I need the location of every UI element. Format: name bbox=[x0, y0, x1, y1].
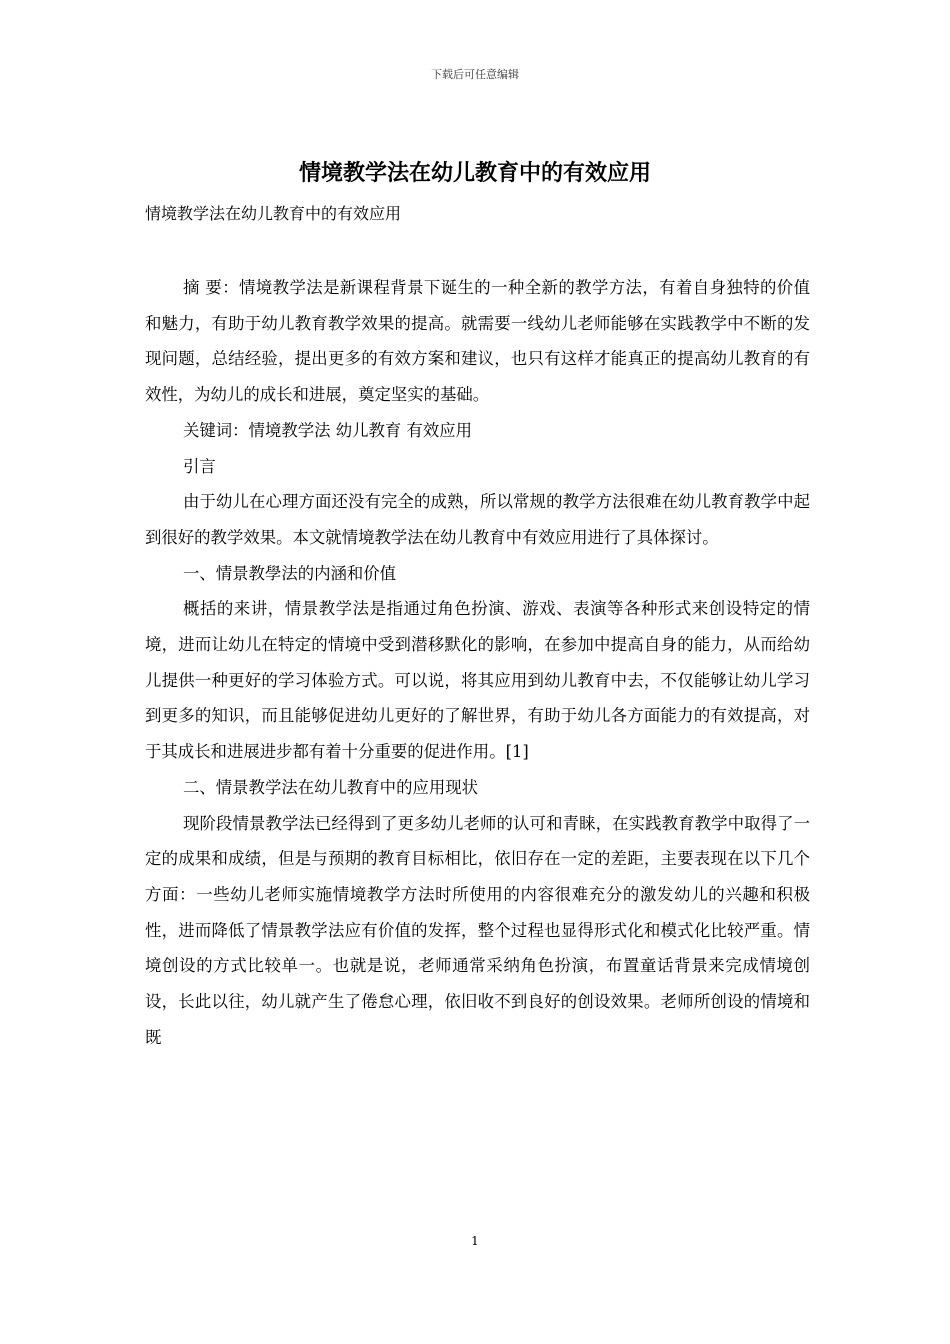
page-header: 下载后可任意编辑 bbox=[431, 68, 519, 81]
document-title: 情境教学法在幼儿教育中的有效应用 bbox=[298, 160, 651, 186]
section-1-paragraph: 概括的来讲，情景教学法是指通过角色扮演、游戏、表演等各种形式来创设特定的情境，进而让幼儿在特定的情境中受到潜移默化的影响，在参加中提高自身的能力，从而给幼儿提供一种更好的学习体验方式。可以说，将其应用到幼儿教育中去，不仅能够让幼儿学习到更多的知识，而且能够促进幼儿更好的了解世界，有助于幼儿各方面能力的有效提高，对于其成长和进展进步都有着十分重要的促进作用。[1] bbox=[145, 599, 810, 762]
document-subtitle: 情境教学法在幼儿教育中的有效应用 bbox=[145, 204, 402, 223]
section-2-paragraph: 现阶段情景教学法已经得到了更多幼儿老师的认可和青睐，在实践教育教学中取得了一定的成果和成绩，但是与预期的教育目标相比，依旧存在一定的差距，主要表现在以下几个方面：一些幼儿老师实施情境教学方法时所使用的内容很难充分的激发幼儿的兴趣和积极性，进而降低了情景教学法应有价值的发挥，整个过程也显得形式化和模式化比较严重。情境创设的方式比较单一。也就是说，老师通常采纳角色扮演，布置童话背景来完成情境创设，长此以往，幼儿就产生了倦怠心理，依旧收不到良好的创设效果。老师所创设的情境和既 bbox=[145, 813, 810, 1047]
intro-paragraph: 由于幼儿在心理方面还没有完全的成熟，所以常规的教学方法很难在幼儿教育教学中起到很好的教学效果。本文就情境教学法在幼儿教育中有效应用进行了具体探讨。 bbox=[145, 492, 810, 547]
abstract-paragraph: 摘 要：情境教学法是新课程背景下诞生的一种全新的教学方法，有着自身独特的价值和魅力，有助于幼儿教育教学效果的提高。就需要一线幼儿老师能够在实践教学中不断的发现问题，总结经验，提出更多的有效方案和建议，也只有这样才能真正的提高幼儿教育的有效性，为幼儿的成长和进展，奠定坚实的基础。 bbox=[145, 278, 810, 405]
section-heading-2: 二、情景教学法在幼儿教育中的应用现状 bbox=[183, 777, 479, 797]
section-heading-1: 一、情景教學法的内涵和价值 bbox=[183, 563, 397, 583]
document-body bbox=[145, 270, 810, 1055]
section-heading-intro: 引言 bbox=[183, 456, 216, 476]
keywords-line: 关键词：情境教学法 幼儿教育 有效应用 bbox=[183, 420, 473, 440]
page-number: 1 bbox=[471, 1234, 479, 1248]
